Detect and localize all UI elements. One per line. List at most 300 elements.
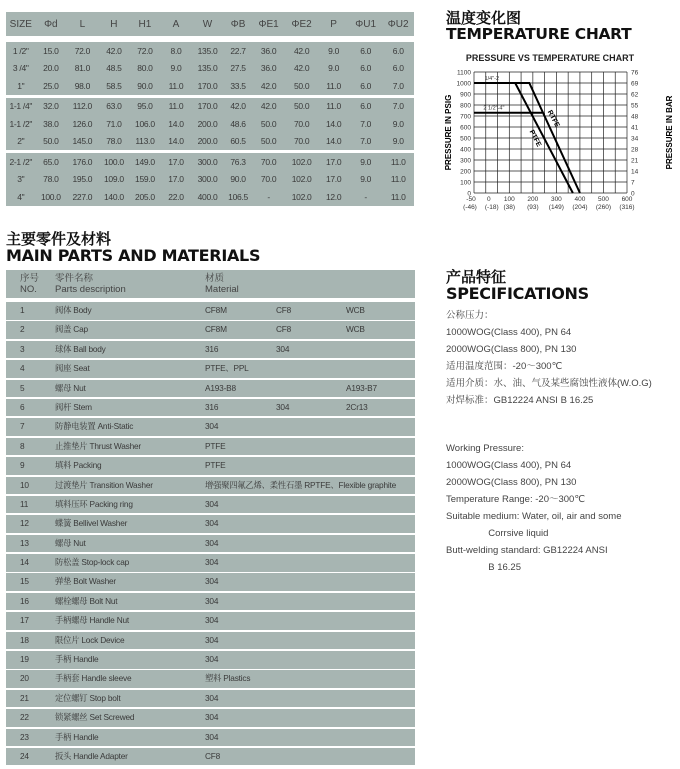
parts-cell: CF8M	[205, 324, 227, 335]
table-cell: 109.0	[104, 174, 124, 185]
parts-row	[6, 496, 415, 514]
annotation-size-large: 2 1/2"-4"	[483, 105, 505, 112]
parts-cell: 8	[20, 440, 25, 451]
table-cell: 4"	[17, 191, 25, 202]
desc-header-en: Parts description	[55, 284, 126, 295]
parts-cell: 螺母 Nut	[55, 382, 86, 393]
table-cell: 145.0	[72, 136, 93, 147]
column-header: ΦU1	[355, 18, 377, 30]
y-tick-label: 800	[460, 102, 471, 110]
spec-line: 对焊标准：GB12224 ANSI B 16.25	[446, 395, 594, 406]
column-header: ΦB	[230, 18, 246, 30]
parts-cell: 24	[20, 750, 29, 761]
row-group	[6, 42, 414, 95]
parts-table	[6, 270, 415, 765]
parts-row	[6, 438, 415, 456]
x-tick-label-celsius: (-18)	[484, 204, 499, 211]
table-cell: 11.0	[168, 80, 184, 91]
parts-row	[6, 321, 415, 339]
table-cell: 159.0	[135, 174, 155, 185]
row-group	[6, 98, 414, 151]
table-cell: 58.5	[106, 80, 122, 91]
spec-line: 1000WOG(Class 400), PN 64	[446, 460, 572, 471]
parts-cell: 塑料 Plastics	[205, 673, 251, 684]
table-cell: 22.7	[230, 45, 246, 56]
parts-row	[6, 380, 415, 398]
parts-row	[6, 515, 415, 533]
parts-cell: 304	[276, 401, 290, 412]
parts-row	[6, 632, 415, 650]
table-cell: 17.0	[168, 174, 184, 185]
table-cell: -	[364, 191, 367, 202]
table-cell: 25.0	[43, 80, 59, 91]
table-cell: 17.0	[325, 174, 342, 185]
x-tick-label: 0	[486, 196, 491, 203]
parts-cell: 阀杆 Stem	[55, 401, 92, 412]
table-cell: 11.0	[390, 191, 406, 202]
parts-cell: 304	[205, 654, 219, 665]
spec-line: Working Pressure:	[446, 443, 524, 454]
y-right-tick-label: 62	[631, 91, 639, 99]
table-cell: 200.0	[197, 118, 218, 129]
table-cell: 42.0	[260, 101, 277, 112]
table-cell: 36.0	[260, 45, 277, 56]
table-cell: 63.0	[106, 101, 122, 112]
table-cell: 176.0	[72, 156, 93, 167]
table-cell: 90.0	[137, 80, 153, 91]
parts-cell: 9	[20, 460, 25, 471]
parts-cell: 螺母 Nut	[55, 537, 86, 548]
pressure-temperature-chart	[440, 48, 680, 213]
parts-cell: 3	[20, 343, 25, 354]
table-cell: 112.0	[72, 101, 92, 112]
table-cell: 42.0	[106, 45, 122, 56]
table-cell: 14.0	[325, 118, 342, 129]
y-right-tick-label: 0	[631, 190, 635, 198]
table-cell: 9.0	[392, 118, 404, 129]
table-cell: 81.0	[74, 63, 91, 74]
y-right-tick-label: 55	[631, 102, 639, 110]
table-row	[6, 60, 414, 78]
parts-cell: 17	[20, 615, 29, 626]
table-cell: 11.0	[326, 80, 341, 91]
table-cell: 38.0	[43, 118, 59, 129]
table-cell: 1-1 /4"	[9, 101, 33, 112]
parts-cell: 手柄螺母 Handle Nut	[55, 615, 130, 626]
dimensions-header	[6, 12, 414, 36]
parts-cell: CF8	[276, 305, 292, 315]
table-row	[6, 133, 414, 151]
x-tick-label: 300	[550, 196, 562, 203]
chart-subtitle: PRESSURE VS TEMPERATURE CHART	[465, 53, 635, 63]
table-cell: 6.0	[360, 101, 372, 112]
parts-cell: 阀座 Seat	[55, 363, 90, 374]
spec-line: Temperature Range: -20～300℃	[446, 494, 585, 505]
parts-cell: 阀体 Body	[55, 305, 92, 315]
parts-cell: 防静电装置 Anti-Static	[55, 421, 134, 432]
table-cell: 100.0	[40, 191, 61, 202]
table-cell: 76.3	[230, 156, 246, 167]
desc-header-cn: 零件名称	[55, 273, 94, 284]
table-cell: 11.0	[326, 101, 341, 112]
parts-cell: 304	[205, 595, 219, 606]
table-row	[6, 77, 414, 95]
chart-title-cn: 温度变化图	[446, 9, 522, 27]
parts-cell: 20	[20, 673, 29, 684]
table-cell: 200.0	[197, 136, 218, 147]
parts-cell: WCB	[346, 305, 365, 315]
table-cell: 50.0	[293, 101, 310, 112]
y-right-tick-label: 21	[631, 157, 639, 165]
table-cell: 113.0	[135, 136, 155, 147]
parts-cell: 19	[20, 654, 29, 665]
parts-cell: WCB	[346, 324, 365, 335]
parts-cell: 16	[20, 595, 29, 606]
parts-cell: 304	[205, 634, 219, 645]
y-tick-label: 100	[460, 179, 471, 187]
table-cell: 14.0	[325, 136, 342, 147]
parts-cell: 316	[205, 401, 219, 412]
parts-cell: 15	[20, 576, 29, 587]
parts-cell: 6	[20, 401, 25, 412]
x-tick-label-celsius: (204)	[572, 204, 588, 211]
table-cell: 300.0	[197, 156, 218, 167]
parts-row	[6, 535, 415, 553]
chart-title: TEMPERATURE CHART	[446, 25, 632, 43]
annotation-size-small: 1/4"-2	[484, 76, 500, 82]
parts-cell: 304	[205, 576, 219, 587]
column-header: H	[110, 18, 118, 30]
parts-cell: 304	[205, 557, 219, 568]
parts-cell: 304	[205, 731, 219, 742]
table-cell: 42.0	[293, 45, 310, 56]
table-cell: 170.0	[197, 80, 218, 91]
x-tick-label: 400	[574, 196, 586, 203]
x-tick-label: 600	[621, 196, 633, 203]
parts-cell: 球体 Ball body	[55, 343, 106, 354]
parts-row	[6, 748, 415, 766]
x-tick-label: 100	[503, 196, 515, 203]
table-cell: 9.0	[328, 45, 340, 56]
parts-row	[6, 360, 415, 378]
table-row	[6, 188, 414, 206]
spec-line: B 16.25	[446, 562, 521, 573]
x-tick-label: 500	[598, 196, 609, 203]
table-cell: 6.0	[360, 63, 372, 74]
table-cell: 14.0	[168, 136, 184, 147]
table-cell: 42.0	[230, 101, 246, 112]
parts-cell: 填料压环 Packing ring	[55, 498, 133, 509]
specs-title-cn: 产品特征	[446, 268, 507, 286]
x-tick-label-celsius: (260)	[595, 204, 612, 211]
table-cell: 1-1 /2"	[9, 118, 33, 129]
spec-line: 公称压力：	[446, 310, 494, 321]
x-tick-label: 200	[527, 196, 539, 203]
table-cell: 9.0	[392, 136, 404, 147]
parts-cell: 手柄套 Handle sleeve	[55, 673, 132, 684]
table-cell: 48.5	[106, 63, 122, 74]
parts-cell: 过渡垫片 Transition Washer	[55, 479, 153, 490]
column-header: SIZE	[9, 18, 32, 30]
parts-cell: 10	[20, 479, 29, 490]
parts-row	[6, 477, 415, 495]
parts-cell: PTFE	[205, 460, 226, 471]
parts-cell: 阀盖 Cap	[55, 324, 88, 335]
parts-cell: 防松盖 Stop-lock cap	[55, 557, 130, 568]
table-cell: 80.0	[137, 63, 153, 74]
parts-row	[6, 573, 415, 591]
parts-row	[6, 418, 415, 436]
parts-cell: 23	[20, 731, 29, 742]
table-cell: 1 /2"	[12, 45, 29, 56]
parts-cell: 7	[20, 421, 25, 432]
parts-cell: 316	[205, 343, 219, 354]
column-header: ΦE2	[291, 18, 312, 30]
parts-row	[6, 341, 415, 359]
parts-cell: PTFE、PPL	[205, 363, 249, 374]
table-cell: 17.0	[325, 156, 342, 167]
row-group	[6, 153, 414, 206]
parts-cell: A193-B8	[205, 382, 236, 393]
table-cell: 78.0	[106, 136, 122, 147]
parts-cell: 304	[205, 615, 219, 626]
table-cell: 9.0	[360, 174, 372, 185]
spec-line: 2000WOG(Class 800), PN 130	[446, 344, 577, 355]
y-right-tick-label: 28	[631, 146, 639, 154]
table-cell: 9.0	[328, 63, 340, 74]
table-row	[6, 42, 414, 60]
parts-cell: 304	[205, 712, 219, 723]
y-tick-label: 400	[460, 146, 471, 154]
table-cell: 48.6	[230, 118, 246, 129]
parts-cell: 锁紧螺丝 Set Screwed	[55, 712, 135, 723]
table-cell: 106.0	[135, 118, 155, 129]
column-header: ΦE1	[258, 18, 279, 30]
table-cell: 90.0	[230, 174, 246, 185]
y-right-tick-label: 69	[631, 80, 639, 88]
spec-line: 适用介质：水、油、气及某些腐蚀性液体(W.O.G)	[446, 378, 652, 389]
x-tick-label-celsius: (316)	[619, 204, 635, 211]
spec-line: 适用温度范围：-20～300℃	[446, 361, 563, 372]
parts-cell: 18	[20, 634, 29, 645]
table-cell: 9.0	[360, 156, 372, 167]
parts-cell: 定位螺钉 Stop bolt	[55, 692, 121, 703]
spec-line: Butt-welding standard: GB12224 ANSI	[446, 545, 608, 556]
table-cell: 102.0	[291, 174, 312, 185]
table-cell: 70.0	[293, 118, 310, 129]
parts-row	[6, 554, 415, 572]
table-cell: 106.5	[228, 191, 248, 202]
parts-cell: 增强聚四氟乙烯、柔性石墨 RPTFE、Flexible graphite	[205, 479, 397, 490]
label-ptfe: PTFE	[527, 129, 543, 149]
table-cell: 32.0	[43, 101, 59, 112]
y-right-tick-label: 76	[631, 69, 639, 77]
spec-line: 2000WOG(Class 800), PN 130	[446, 477, 577, 488]
table-cell: 100.0	[104, 156, 124, 167]
parts-cell: 4	[20, 363, 25, 374]
parts-cell: 304	[205, 421, 219, 432]
parts-row	[6, 670, 415, 688]
y-tick-label: 1000	[456, 80, 471, 88]
parts-row	[6, 690, 415, 708]
spec-line: 1000WOG(Class 400), PN 64	[446, 327, 572, 338]
y-axis-label-right: PRESSURE IN BAR	[665, 95, 674, 170]
table-cell: 149.0	[135, 156, 155, 167]
y-tick-label: 0	[467, 190, 471, 198]
parts-cell: CF8M	[205, 305, 227, 315]
parts-cell: PTFE	[205, 440, 226, 451]
parts-cell: 304	[205, 498, 219, 509]
table-cell: 22.0	[168, 191, 184, 202]
table-cell: 6.0	[392, 63, 404, 74]
table-cell: -	[267, 191, 270, 202]
table-row	[6, 98, 414, 116]
table-cell: 70.0	[260, 156, 277, 167]
table-cell: 7.0	[360, 136, 372, 147]
table-cell: 2"	[17, 136, 25, 147]
table-cell: 102.0	[291, 156, 312, 167]
table-cell: 12.0	[325, 191, 342, 202]
parts-cell: 蝶簧 Bellivel Washer	[55, 518, 128, 529]
column-header: L	[79, 18, 86, 30]
parts-cell: 304	[276, 343, 290, 354]
table-cell: 33.5	[230, 80, 246, 91]
y-tick-label: 500	[460, 135, 471, 143]
parts-row	[6, 709, 415, 727]
table-row	[6, 115, 414, 133]
parts-cell: A193-B7	[346, 382, 377, 393]
y-tick-label: 200	[460, 168, 471, 176]
y-right-tick-label: 34	[631, 135, 639, 143]
dimensions-table	[6, 12, 414, 206]
parts-cell: 螺栓螺母 Bolt Nut	[55, 595, 118, 606]
table-cell: 6.0	[360, 45, 372, 56]
table-cell: 71.0	[106, 118, 122, 129]
table-cell: 11.0	[390, 174, 406, 185]
table-cell: 1"	[17, 80, 25, 91]
table-cell: 17.0	[168, 156, 184, 167]
column-header: H1	[138, 18, 152, 30]
y-tick-label: 300	[460, 157, 471, 165]
parts-cell: 11	[20, 498, 29, 509]
parts-cell: 填料 Packing	[55, 460, 102, 471]
parts-cell: 12	[20, 518, 29, 529]
table-cell: 27.5	[230, 63, 246, 74]
table-cell: 3"	[17, 174, 25, 185]
parts-title-cn: 主要零件及材料	[6, 230, 112, 248]
table-cell: 72.0	[137, 45, 153, 56]
parts-cell: 13	[20, 537, 29, 548]
x-tick-label-celsius: (38)	[503, 204, 516, 211]
table-cell: 205.0	[135, 191, 155, 202]
material-header-en: Material	[205, 284, 239, 295]
x-tick-label-celsius: (93)	[527, 204, 539, 211]
material-header-cn: 材质	[205, 273, 225, 284]
y-right-tick-label: 14	[631, 168, 639, 176]
y-axis-label: PRESSURE IN PSIG	[444, 94, 453, 171]
parts-cell: 手柄 Handle	[55, 731, 99, 742]
table-cell: 50.0	[43, 136, 59, 147]
table-cell: 14.0	[168, 118, 184, 129]
column-header: A	[172, 18, 180, 30]
table-cell: 78.0	[43, 174, 59, 185]
table-cell: 6.0	[360, 80, 372, 91]
table-cell: 170.0	[197, 101, 218, 112]
parts-header	[6, 270, 415, 298]
parts-cell: 1	[20, 305, 25, 315]
table-cell: 11.0	[390, 156, 406, 167]
table-cell: 72.0	[74, 45, 91, 56]
table-cell: 70.0	[293, 136, 310, 147]
x-tick-label: -50	[466, 196, 476, 203]
specs-cn	[446, 307, 652, 409]
parts-cell: 2	[20, 324, 25, 335]
parts-row	[6, 729, 415, 747]
parts-cell: 304	[205, 537, 219, 548]
table-cell: 50.0	[260, 118, 277, 129]
parts-row	[6, 302, 415, 320]
table-cell: 6.0	[392, 45, 404, 56]
x-tick-label-celsius: (149)	[548, 204, 564, 211]
y-right-tick-label: 48	[631, 113, 639, 121]
table-cell: 135.0	[197, 45, 218, 56]
parts-row	[6, 651, 415, 669]
table-cell: 140.0	[104, 191, 124, 202]
table-cell: 20.0	[43, 63, 59, 74]
y-right-tick-label: 7	[631, 179, 635, 187]
table-cell: 50.0	[260, 136, 277, 147]
parts-cell: 14	[20, 557, 29, 568]
y-right-tick-label: 41	[631, 124, 639, 132]
table-cell: 9.0	[170, 63, 182, 74]
parts-cell: 22	[20, 712, 29, 723]
table-cell: 11.0	[168, 101, 184, 112]
y-tick-label: 900	[460, 91, 471, 99]
parts-row	[6, 612, 415, 630]
column-header: Φd	[44, 18, 58, 30]
table-cell: 135.0	[197, 63, 218, 74]
specs-title-en: SPECIFICATIONS	[446, 284, 589, 303]
table-cell: 65.0	[43, 156, 59, 167]
parts-cell: 弹垫 Bolt Washer	[55, 576, 116, 587]
table-cell: 102.0	[291, 191, 312, 202]
table-cell: 3 /4"	[12, 63, 29, 74]
table-cell: 15.0	[43, 45, 59, 56]
parts-cell: CF8	[276, 324, 292, 335]
parts-cell: 5	[20, 382, 25, 393]
y-tick-label: 700	[460, 113, 471, 121]
table-row	[6, 153, 414, 171]
y-tick-label: 1100	[457, 69, 471, 77]
table-cell: 36.0	[260, 63, 277, 74]
table-cell: 42.0	[293, 63, 310, 74]
spec-line: Corrsive liquid	[446, 528, 549, 539]
specs-en	[446, 440, 621, 576]
table-cell: 42.0	[260, 80, 277, 91]
parts-cell: 扳头 Handle Adapter	[55, 750, 128, 761]
parts-cell: 21	[20, 692, 29, 703]
parts-cell: 止推垫片 Thrust Washer	[55, 440, 141, 451]
table-row	[6, 171, 414, 189]
table-cell: 2-1 /2"	[9, 156, 33, 167]
column-header: ΦU2	[387, 18, 409, 30]
table-cell: 195.0	[72, 174, 93, 185]
spec-line: Suitable medium: Water, oil, air and some	[446, 511, 622, 522]
table-cell: 95.0	[137, 101, 153, 112]
y-tick-label: 600	[460, 124, 471, 132]
table-cell: 126.0	[72, 118, 93, 129]
parts-cell: 2Cr13	[346, 401, 368, 412]
